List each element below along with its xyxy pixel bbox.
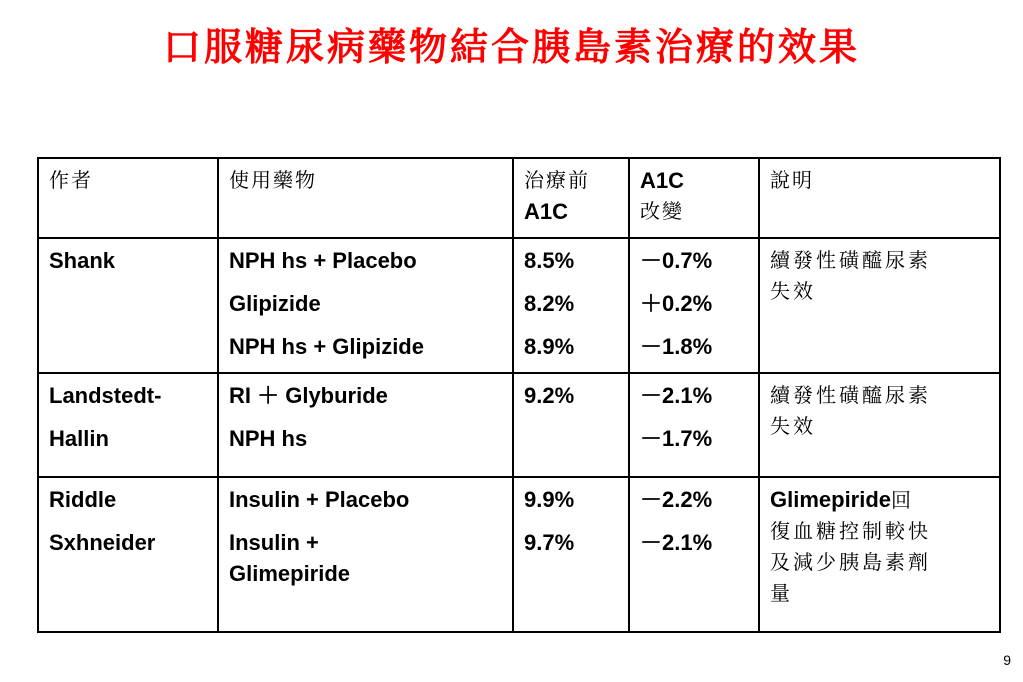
header-note: 說明 <box>759 158 1000 238</box>
table-row <box>38 238 1000 373</box>
table-row <box>38 477 1000 632</box>
a1c-change-cell: －2.1% －1.7% <box>629 373 759 477</box>
header-drug: 使用藥物 <box>218 158 513 238</box>
slide-title: 口服糖尿病藥物結合胰島素治療的效果 <box>162 24 860 69</box>
pre-a1c-cell: 9.2% <box>513 373 629 477</box>
pre-a1c-cell: 8.5% 8.2% 8.9% <box>513 238 629 373</box>
page-number: 9 <box>1003 652 1011 668</box>
table-row <box>38 373 1000 477</box>
drug-cell: RI ＋ Glyburide NPH hs <box>218 373 513 477</box>
a1c-change-cell: －0.7% ＋0.2% －1.8% <box>629 238 759 373</box>
header-author: 作者 <box>38 158 218 238</box>
drug-cell: Insulin + Placebo Insulin + Glimepiride <box>218 477 513 632</box>
drug-cell: NPH hs + Placebo Glipizide NPH hs + Glipizide <box>218 238 513 373</box>
pre-a1c-cell: 9.9% 9.7% <box>513 477 629 632</box>
note-cell: 續發性磺醯尿素 失效 <box>759 238 1000 373</box>
note-cell: Glimepiride回 復血糖控制較快 及減少胰島素劑 量 <box>759 477 1000 632</box>
author-cell: Shank <box>38 238 218 373</box>
table-header-row <box>38 158 1000 238</box>
header-a1c-change: A1C 改變 <box>629 158 759 238</box>
a1c-change-cell: －2.2% －2.1% <box>629 477 759 632</box>
results-table <box>37 157 1001 633</box>
header-pre-a1c: 治療前 A1C <box>513 158 629 238</box>
author-cell: Riddle Sxhneider <box>38 477 218 632</box>
note-cell: 續發性磺醯尿素 失效 <box>759 373 1000 477</box>
author-cell: Landstedt- Hallin <box>38 373 218 477</box>
